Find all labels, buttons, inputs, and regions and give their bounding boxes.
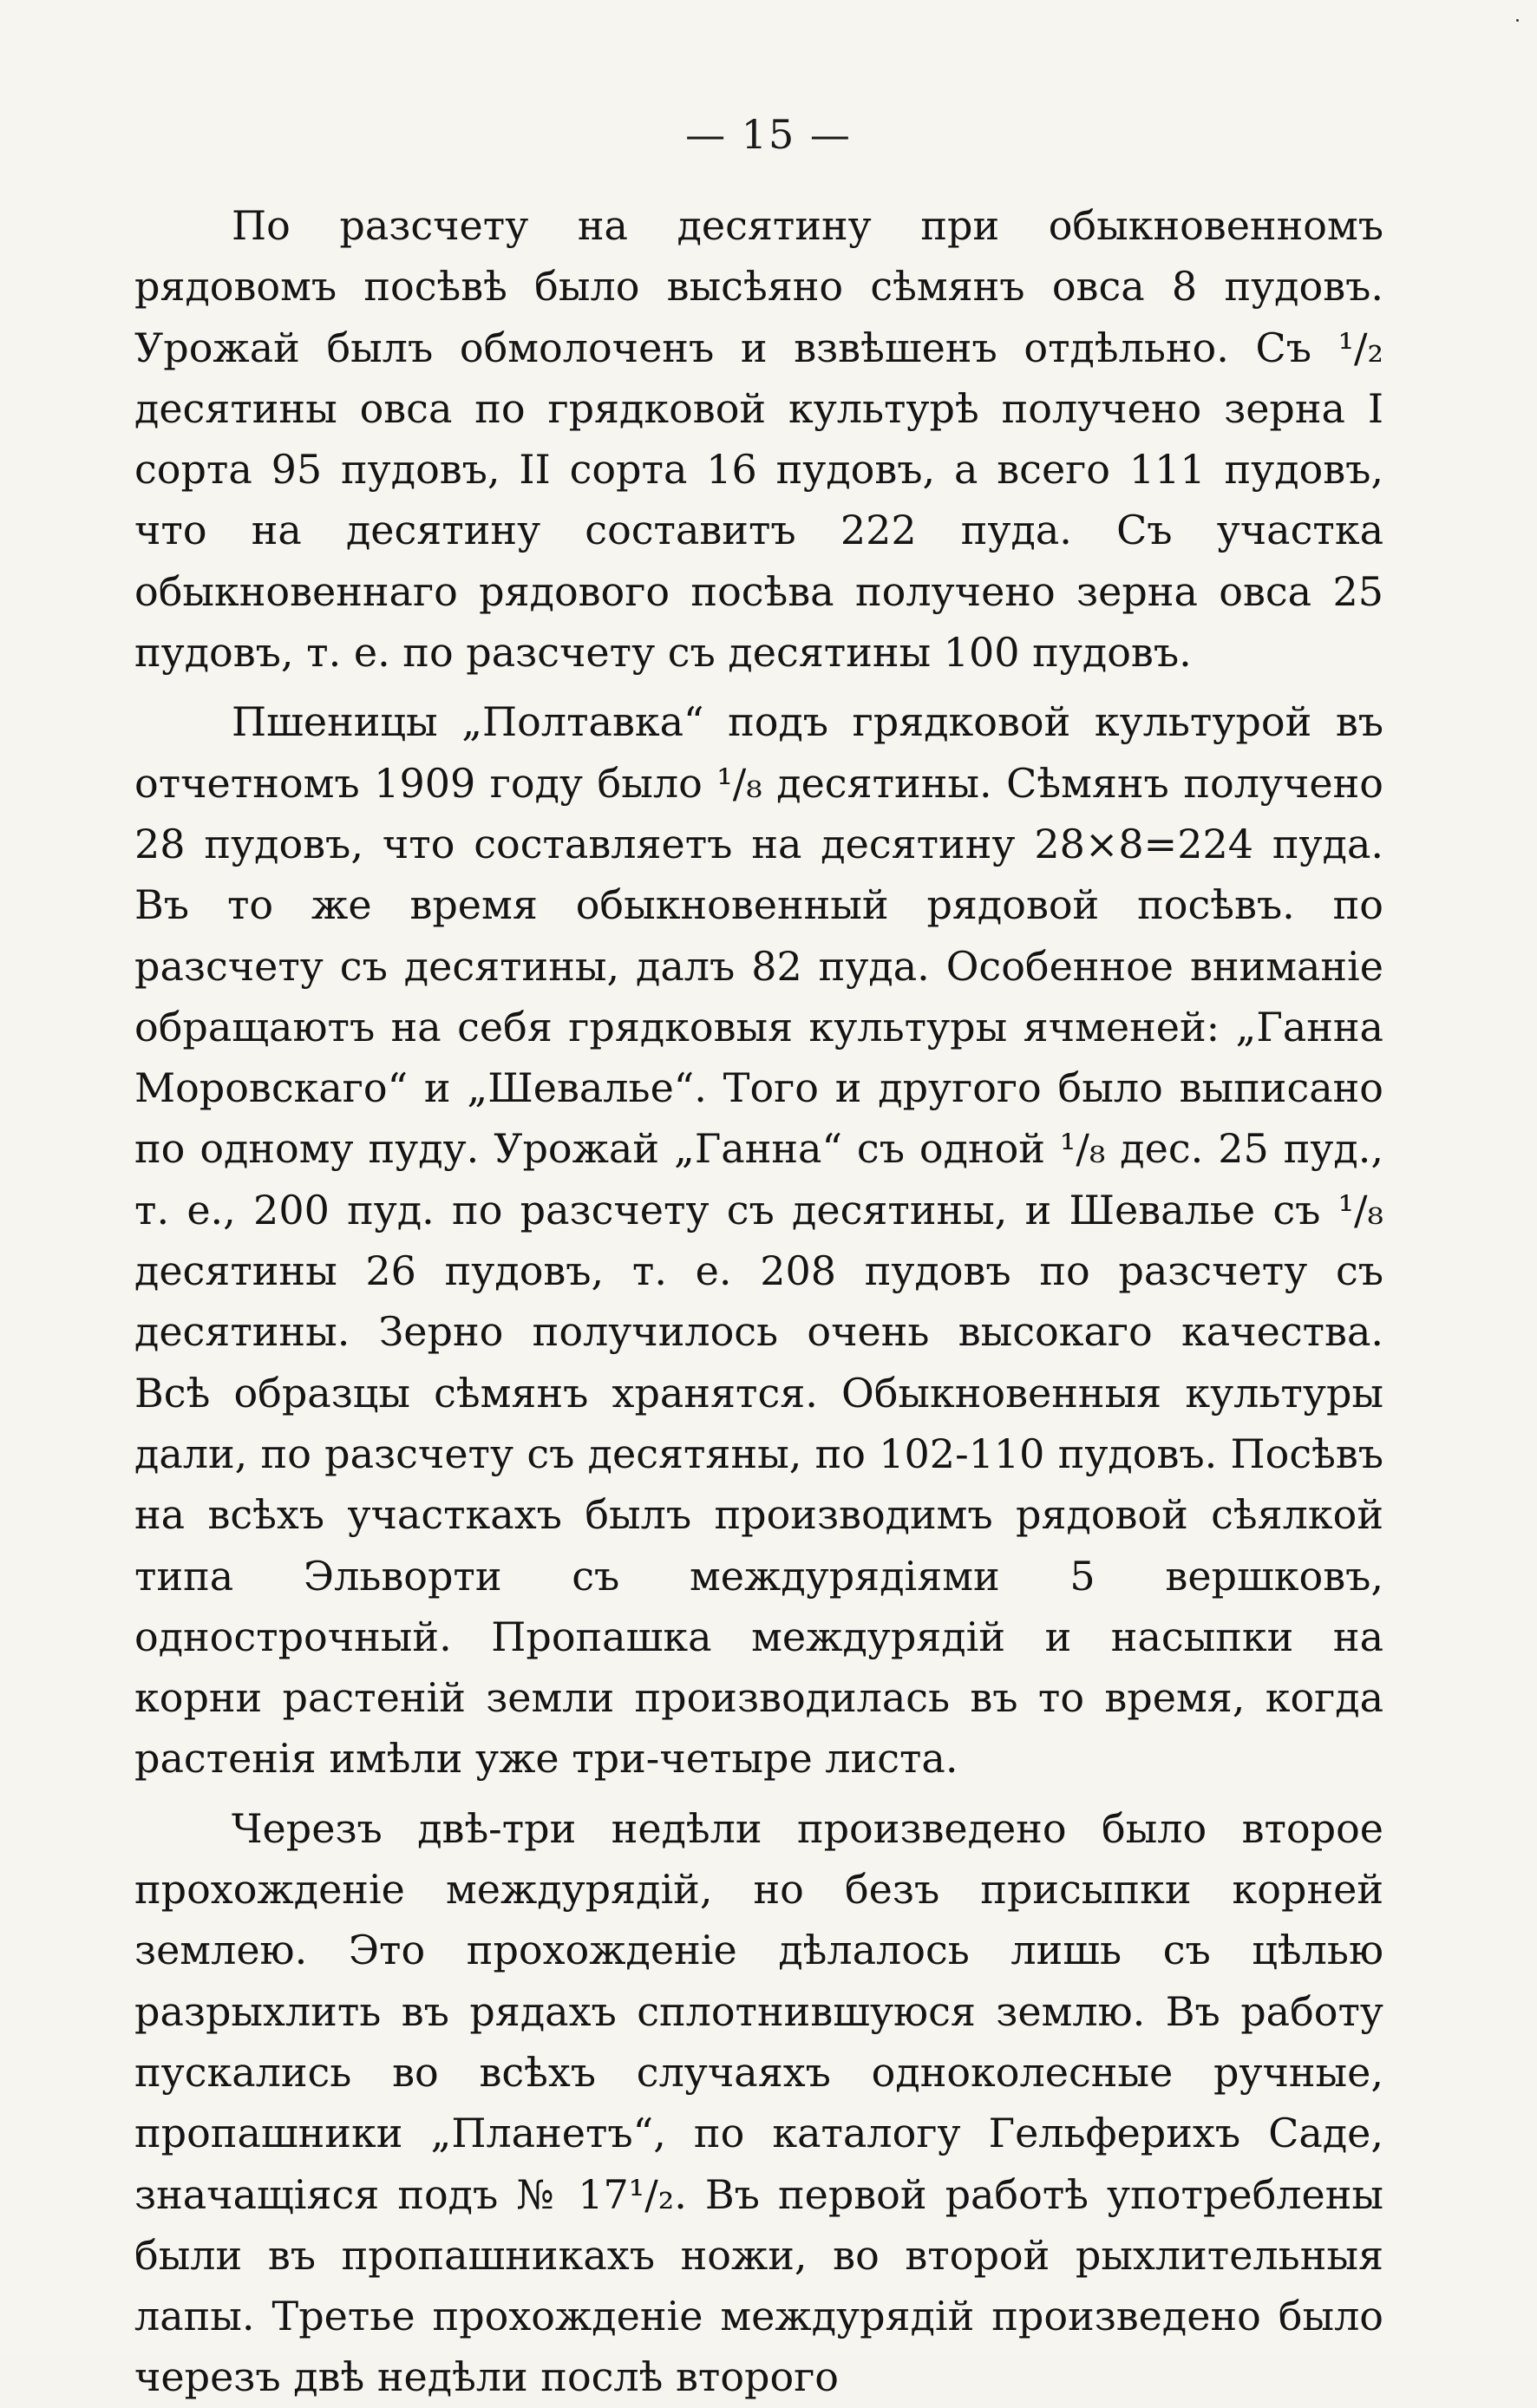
paragraph-cultivation: Черезъ двѣ-три недѣли произведено было второе прохожденіе междурядій, но безъ присыпки корней землею. Это прохожденіе дѣлалось лишь съ цѣлью разрыхлить въ рядахъ сплотнившуюся землю. Въ работу пускались во всѣхъ случаяхъ одноколесные ручные, пропашники „Планетъ“, по каталогу Гельферихъ Саде, значащіяся подъ № 17¹/₂. Въ первой работѣ употреблены были въ пропашникахъ ножи, во второй рыхлительныя лапы. Третье прохожденіе междурядій произведено было черезъ двѣ недѣли послѣ второго: [134, 1804, 1383, 2401]
page-number: — 15 —: [685, 111, 852, 158]
paragraph-oats: По разсчету на десятину при обыкновенномъ рядовомъ посѣвѣ было высѣяно сѣмянъ овса 8 пудовъ. Урожай былъ обмолоченъ и взвѣшенъ отдѣльно. Съ ¹/₂ десятины овса по грядковой культурѣ получено зерна I сорта 95 пудовъ, II сорта 16 пудовъ, а всего 111 пудовъ, что на десятину составитъ 222 пуда. Съ участка обыкновеннаго рядового посѣва получено зерна овса 25 пудовъ, т. е. по разсчету съ десятины 100 пудовъ.: [134, 202, 1383, 677]
body-text: [134, 195, 1383, 2408]
paragraph-wheat-barley: Пшеницы „Полтавка“ подъ грядковой культурой въ отчетномъ 1909 году было ¹/₈ десятины. Сѣмянъ получено 28 пудовъ, что составляетъ на десятину 28×8=224 пуда. Въ то же время обыкновенный рядовой посѣвъ. по разсчету съ десятины, далъ 82 пуда. Особенное вниманіе обращаютъ на себя грядковыя культуры ячменей: „Ганна Моровскаго“ и „Шевалье“. Того и другого было выписано по одному пуду. Урожай „Ганна“ съ одной ¹/₈ дес. 25 пуд., т. е., 200 пуд. по разсчету съ десятины, и Шевалье съ ¹/₈ десятины 26 пудовъ, т. е. 208 пудовъ по разсчету съ десятины. Зерно получилось очень высокаго качества. Всѣ образцы сѣмянъ хранятся. Обыкновенныя культуры дали, по разсчету съ десятяны, по 102-110 пудовъ. Посѣвъ на всѣхъ участкахъ былъ производимъ рядовой сѣялкой типа Эльворти съ междурядіями 5 вершковъ, однострочный. Пропашка междурядій и насыпки на корни растеній земли производилась въ то время, когда растенія имѣли уже три-четыре листа.: [134, 698, 1383, 1783]
speck-mark: [1516, 19, 1519, 22]
